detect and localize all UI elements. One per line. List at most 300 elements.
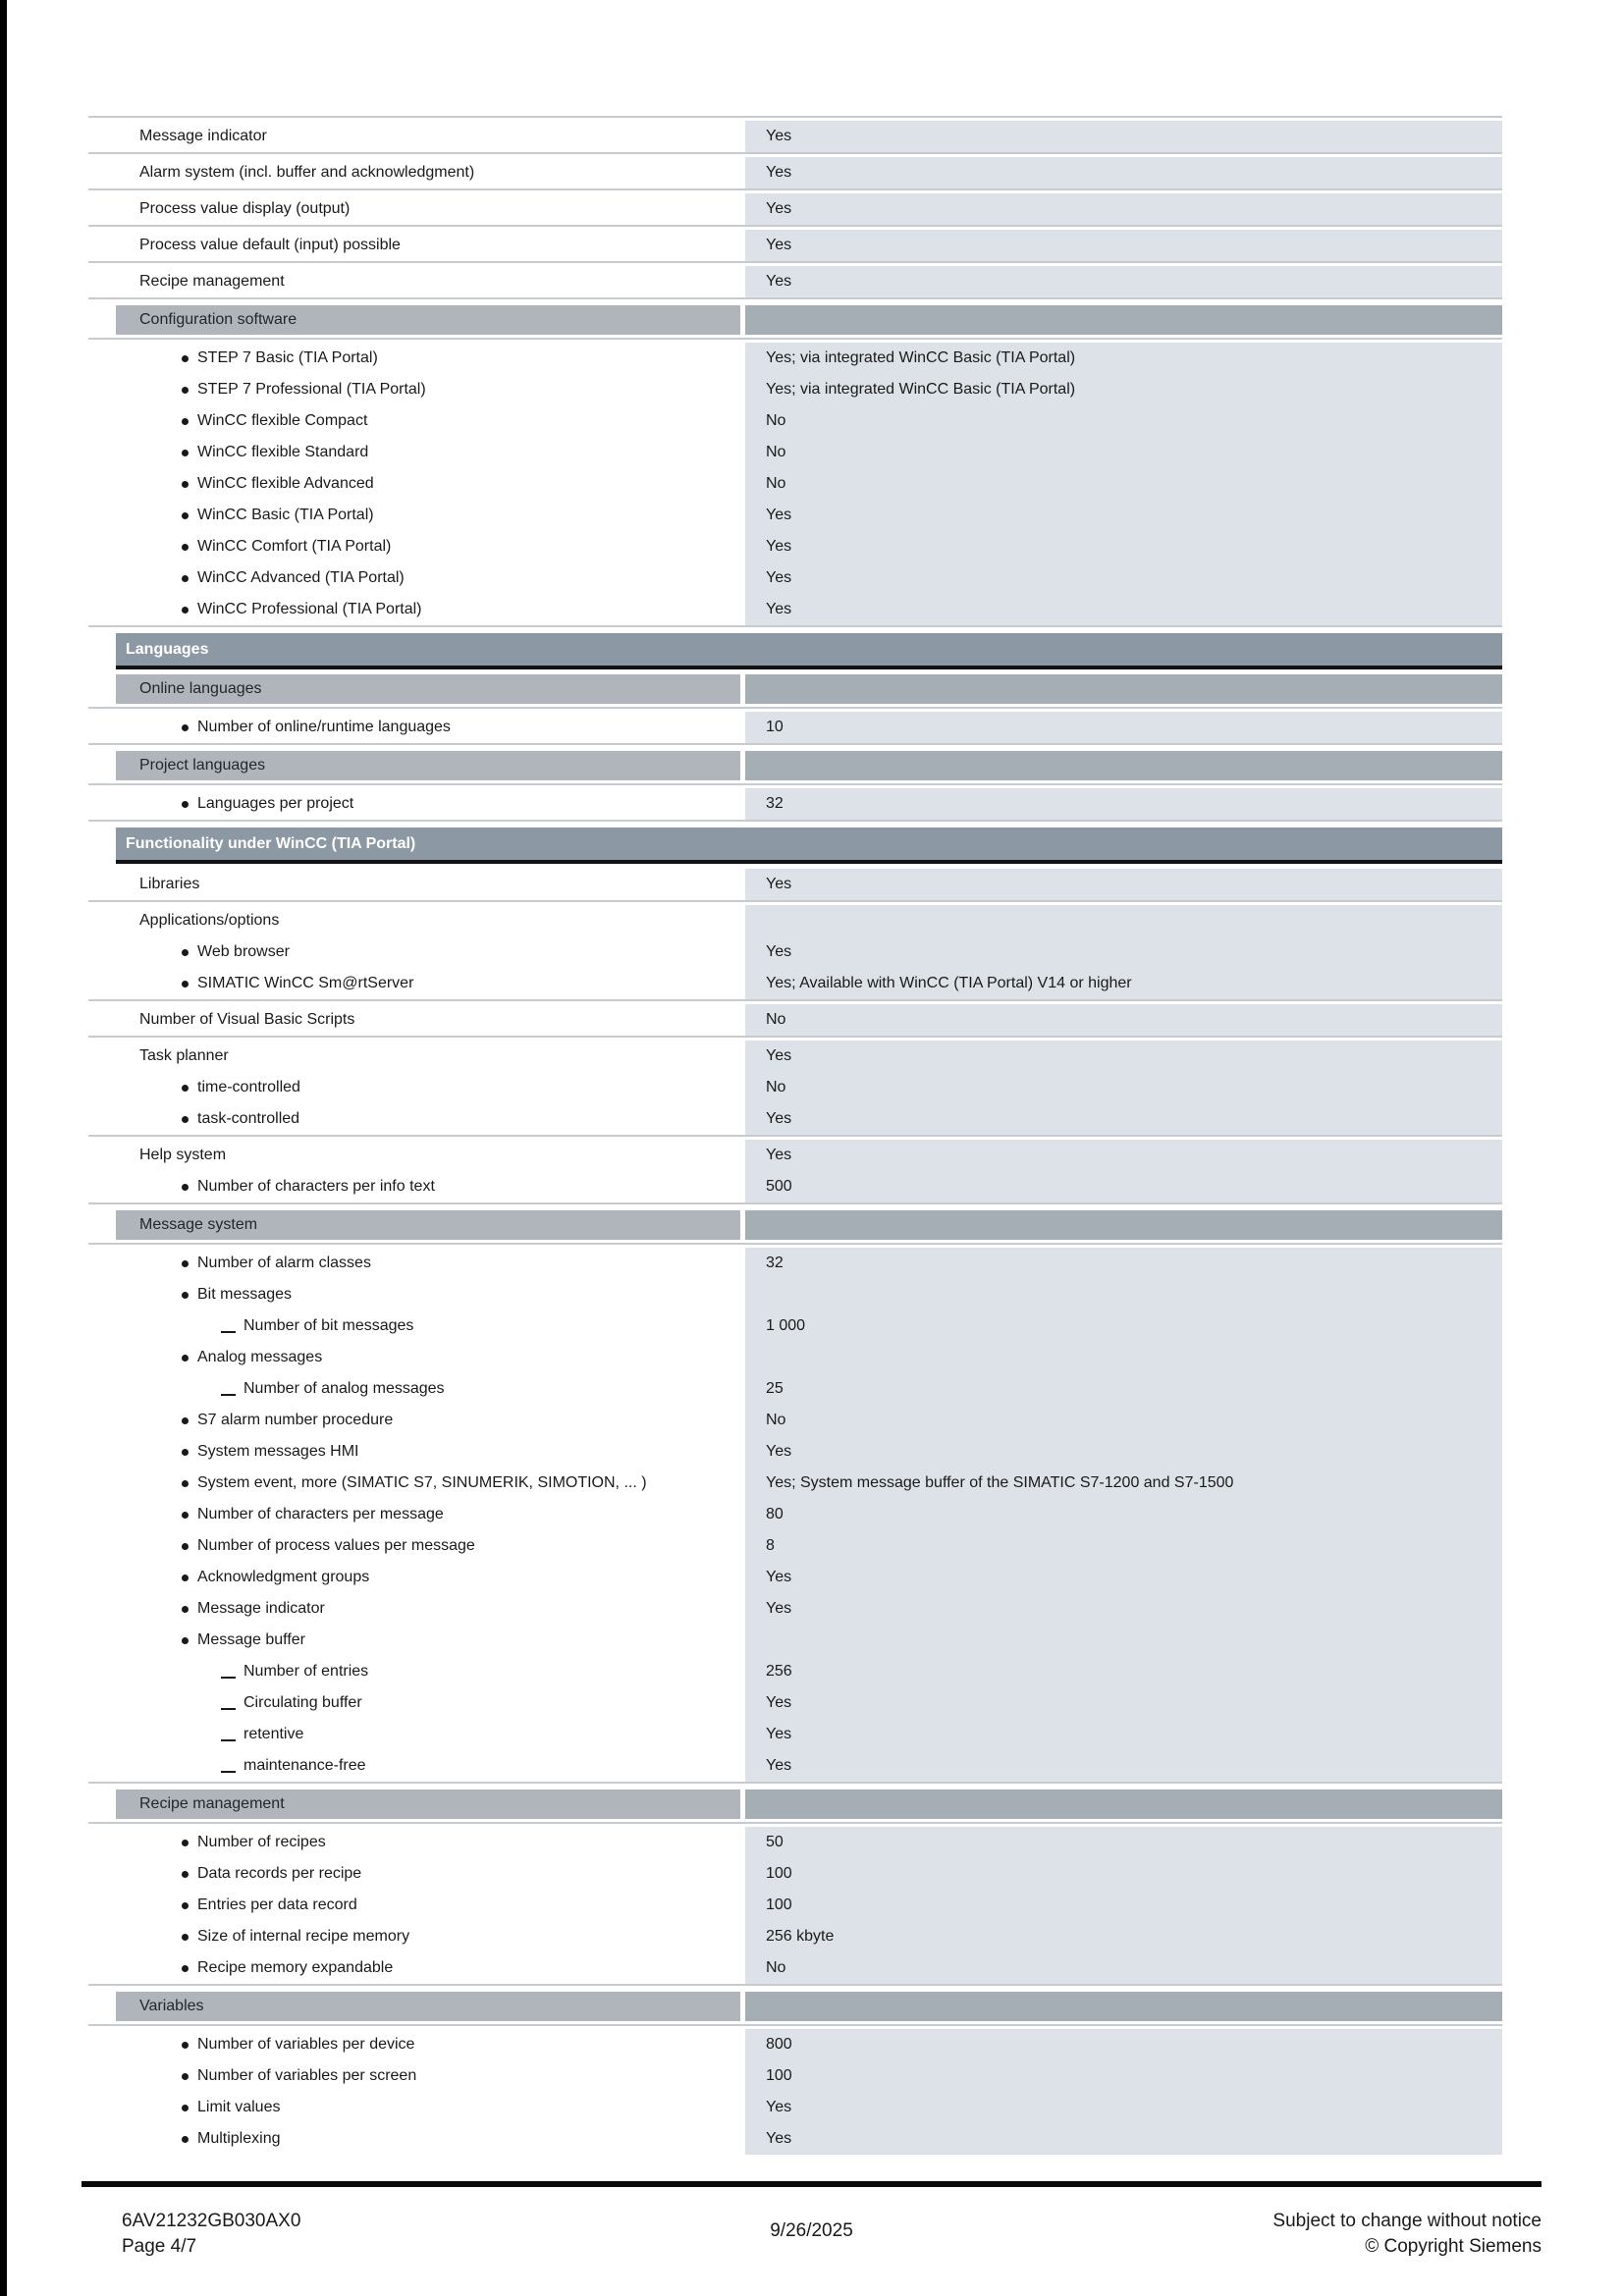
bullet-icon (182, 387, 189, 394)
property-label: SIMATIC WinCC Sm@rtServer (197, 975, 414, 991)
table-row (88, 1373, 1502, 1405)
property-value-cell: Yes (745, 1687, 1502, 1719)
property-label-cell (88, 1827, 740, 1858)
property-label: time-controlled (197, 1079, 300, 1095)
property-label: STEP 7 Professional (TIA Portal) (197, 381, 426, 398)
property-label: Libraries (139, 876, 200, 892)
property-label: WinCC flexible Standard (197, 444, 369, 460)
property-value-cell: No (745, 1004, 1502, 1036)
bullet-icon (182, 512, 189, 519)
property-label: Data records per recipe (197, 1865, 362, 1882)
property-value-cell: Yes (745, 193, 1502, 225)
table-row (88, 1719, 1502, 1750)
property-value-cell: Yes (745, 1750, 1502, 1782)
property-group (88, 230, 1502, 261)
property-label-cell (88, 1656, 740, 1687)
property-value-cell: Yes (745, 1140, 1502, 1171)
property-label: Number of online/runtime languages (197, 719, 451, 735)
property-value-cell: 25 (745, 1373, 1502, 1405)
property-value-cell: 100 (745, 2060, 1502, 2092)
table-row (88, 2060, 1502, 2092)
table-row (88, 1593, 1502, 1625)
property-label: Applications/options (139, 912, 280, 929)
property-value-cell: Yes (745, 936, 1502, 968)
property-label: Number of characters per message (197, 1506, 444, 1522)
bullet-icon (182, 1902, 189, 1909)
property-group (88, 1004, 1502, 1036)
table-row (88, 343, 1502, 374)
table-row (88, 1890, 1502, 1921)
subsection-header-label: Project languages (139, 757, 266, 774)
table-row (88, 1436, 1502, 1468)
property-label-cell (88, 1103, 740, 1135)
property-group (88, 1248, 1502, 1782)
page-number: Page 4/7 (122, 2236, 197, 2257)
subsection-header (116, 1992, 1502, 2021)
property-label-cell (88, 1436, 740, 1468)
table-row (88, 1858, 1502, 1890)
property-value-cell: Yes (745, 1436, 1502, 1468)
bullet-icon (182, 1840, 189, 1846)
subsection-header (116, 1789, 1502, 1819)
bullet-icon (182, 801, 189, 808)
table-row (88, 1171, 1502, 1202)
property-label: task-controlled (197, 1110, 300, 1127)
property-label-cell (88, 1468, 740, 1499)
property-label-cell (88, 405, 740, 437)
bullet-icon (182, 2042, 189, 2049)
property-value-cell: Yes (745, 1562, 1502, 1593)
dash-icon (221, 1677, 236, 1679)
property-label: STEP 7 Basic (TIA Portal) (197, 349, 378, 366)
table-row (88, 1004, 1502, 1036)
dash-icon (221, 1771, 236, 1773)
property-value-cell: 32 (745, 788, 1502, 820)
table-row (88, 594, 1502, 625)
table-row (88, 1499, 1502, 1530)
property-value-cell: Yes (745, 1719, 1502, 1750)
property-value-cell: 256 (745, 1656, 1502, 1687)
property-group (88, 788, 1502, 820)
property-label: Help system (139, 1147, 227, 1163)
subsection-header-right (745, 1210, 1502, 1240)
bullet-icon (182, 2073, 189, 2080)
property-label-cell (88, 500, 740, 531)
property-label-cell (88, 1562, 740, 1593)
property-value-cell: Yes (745, 266, 1502, 297)
bullet-icon (182, 544, 189, 551)
bullet-icon (182, 1543, 189, 1550)
dash-icon (221, 1739, 236, 1741)
table-row (88, 562, 1502, 594)
property-value-cell: Yes (745, 121, 1502, 152)
subsection-header-label: Configuration software (139, 311, 298, 328)
subsection-header-left (116, 1789, 740, 1819)
property-value-cell: No (745, 405, 1502, 437)
property-label: Process value default (input) possible (139, 237, 401, 253)
property-label: Number of Visual Basic Scripts (139, 1011, 355, 1028)
property-label: Bit messages (197, 1286, 293, 1303)
footer-right (1272, 2209, 1542, 2260)
property-label-cell (88, 1890, 740, 1921)
property-label-cell (88, 468, 740, 500)
bullet-icon (182, 1965, 189, 1972)
section-header (116, 633, 1502, 669)
property-value-cell: No (745, 1072, 1502, 1103)
property-label-cell (88, 1072, 740, 1103)
property-value-cell: Yes (745, 1103, 1502, 1135)
dash-icon (221, 1331, 236, 1333)
subsection-header-left (116, 674, 740, 704)
property-group (88, 712, 1502, 743)
property-label-cell (88, 193, 740, 225)
bullet-icon (182, 1512, 189, 1519)
table-row (88, 1562, 1502, 1593)
table-row (88, 1279, 1502, 1310)
section-header-label: Languages (126, 640, 209, 658)
table-row (88, 468, 1502, 500)
property-label: S7 alarm number procedure (197, 1412, 394, 1428)
subsection-header-left (116, 1210, 740, 1240)
table-row (88, 936, 1502, 968)
property-label-cell (88, 869, 740, 900)
property-group (88, 157, 1502, 188)
property-label: Recipe management (139, 273, 285, 290)
property-group (88, 266, 1502, 297)
property-label: Size of internal recipe memory (197, 1928, 410, 1945)
property-label-cell (88, 1719, 740, 1750)
property-value-cell: No (745, 437, 1502, 468)
page-left-edge (0, 0, 7, 2296)
property-value-cell: Yes (745, 230, 1502, 261)
table-row (88, 1952, 1502, 1984)
property-group (88, 1827, 1502, 1984)
property-label-cell (88, 1499, 740, 1530)
property-group (88, 905, 1502, 999)
row-divider (88, 625, 1502, 630)
table-row (88, 437, 1502, 468)
property-label-cell (88, 1858, 740, 1890)
property-label-cell (88, 437, 740, 468)
property-value-cell: 80 (745, 1499, 1502, 1530)
property-value-cell: Yes; via integrated WinCC Basic (TIA Portal) (745, 343, 1502, 374)
bullet-icon (182, 450, 189, 456)
section-header-label: Functionality under WinCC (TIA Portal) (126, 834, 416, 852)
property-value-cell: 50 (745, 1827, 1502, 1858)
property-label-cell (88, 157, 740, 188)
subsection-header (116, 305, 1502, 335)
property-value-cell: Yes (745, 562, 1502, 594)
property-label-cell (88, 1625, 740, 1656)
property-label-cell (88, 562, 740, 594)
row-divider (88, 743, 1502, 748)
property-label: Process value display (output) (139, 200, 351, 217)
property-label: Web browser (197, 943, 290, 960)
bullet-icon (182, 1085, 189, 1092)
table-row (88, 374, 1502, 405)
dash-icon (221, 1708, 236, 1710)
subsection-header-left (116, 751, 740, 780)
row-divider (88, 297, 1502, 302)
property-label-cell (88, 343, 740, 374)
property-value-cell: Yes; via integrated WinCC Basic (TIA Portal) (745, 374, 1502, 405)
property-label: Acknowledgment groups (197, 1569, 370, 1585)
bullet-icon (182, 1575, 189, 1581)
property-label: Task planner (139, 1047, 229, 1064)
property-value-cell: 256 kbyte (745, 1921, 1502, 1952)
property-label-cell (88, 121, 740, 152)
property-value-cell: 100 (745, 1890, 1502, 1921)
subsection-header-left (116, 305, 740, 335)
bullet-icon (182, 1480, 189, 1487)
property-label: Limit values (197, 2099, 281, 2115)
property-label-cell (88, 788, 740, 820)
table-row (88, 869, 1502, 900)
property-label-cell (88, 936, 740, 968)
property-label: Number of variables per device (197, 2036, 415, 2053)
bullet-icon (182, 575, 189, 582)
property-label: WinCC flexible Advanced (197, 475, 374, 492)
property-label-cell (88, 594, 740, 625)
property-value-cell: Yes (745, 531, 1502, 562)
copyright: © Copyright Siemens (1365, 2236, 1542, 2257)
property-value-cell (745, 1625, 1502, 1656)
property-label: Alarm system (incl. buffer and acknowledgment) (139, 164, 475, 181)
table-row (88, 1530, 1502, 1562)
property-label: retentive (243, 1726, 304, 1742)
subsection-header-right (745, 751, 1502, 780)
row-divider (88, 1782, 1502, 1787)
bullet-icon (182, 1449, 189, 1456)
property-label: Number of alarm classes (197, 1255, 371, 1271)
property-label: WinCC Basic (TIA Portal) (197, 507, 374, 523)
property-label-cell (88, 1952, 740, 1984)
property-label: Number of variables per screen (197, 2067, 417, 2084)
bullet-icon (182, 481, 189, 488)
table-row (88, 157, 1502, 188)
bullet-icon (182, 1260, 189, 1267)
article-number: 6AV21232GB030AX0 (122, 2211, 301, 2231)
property-label: Entries per data record (197, 1896, 357, 1913)
property-label: Number of analog messages (243, 1380, 445, 1397)
property-value-cell (745, 905, 1502, 936)
property-value-cell: Yes (745, 869, 1502, 900)
subsection-header (116, 674, 1502, 704)
table-row (88, 1342, 1502, 1373)
property-group (88, 2029, 1502, 2155)
table-row (88, 266, 1502, 297)
property-value-cell: Yes (745, 2123, 1502, 2155)
table-row (88, 1310, 1502, 1342)
change-notice: Subject to change without notice (1272, 2211, 1542, 2231)
subsection-header-right (745, 674, 1502, 704)
bullet-icon (182, 418, 189, 425)
property-label-cell (88, 1687, 740, 1719)
property-label: Languages per project (197, 795, 354, 812)
property-value-cell: No (745, 1952, 1502, 1984)
property-label: Number of bit messages (243, 1317, 414, 1334)
property-label: Number of characters per info text (197, 1178, 435, 1195)
table-row (88, 1827, 1502, 1858)
property-label-cell (88, 1041, 740, 1072)
bullet-icon (182, 1292, 189, 1299)
table-row (88, 405, 1502, 437)
property-value-cell: Yes (745, 500, 1502, 531)
section-header (116, 828, 1502, 864)
property-value-cell: Yes (745, 1041, 1502, 1072)
spec-table (88, 116, 1502, 2155)
property-label-cell (88, 2092, 740, 2123)
property-label-cell (88, 2060, 740, 2092)
property-value-cell (745, 1279, 1502, 1310)
property-label-cell (88, 266, 740, 297)
table-row (88, 2029, 1502, 2060)
subsection-header-right (745, 1992, 1502, 2021)
property-label-cell (88, 712, 740, 743)
property-label-cell (88, 1593, 740, 1625)
property-value-cell: 1 000 (745, 1310, 1502, 1342)
table-row (88, 1248, 1502, 1279)
table-row (88, 2092, 1502, 2123)
property-label: Number of recipes (197, 1834, 326, 1850)
bullet-icon (182, 1116, 189, 1123)
property-label: Circulating buffer (243, 1694, 362, 1711)
bullet-icon (182, 724, 189, 731)
property-label-cell (88, 1342, 740, 1373)
property-group (88, 1140, 1502, 1202)
property-label-cell (88, 374, 740, 405)
property-label: Message buffer (197, 1631, 305, 1648)
subsection-header-label: Variables (139, 1998, 204, 2014)
property-label-cell (88, 905, 740, 936)
property-label: WinCC flexible Compact (197, 412, 368, 429)
dash-icon (221, 1394, 236, 1396)
property-value-cell: No (745, 468, 1502, 500)
bullet-icon (182, 1355, 189, 1362)
table-row (88, 1921, 1502, 1952)
table-row (88, 193, 1502, 225)
property-label-cell (88, 230, 740, 261)
bullet-icon (182, 949, 189, 956)
property-label-cell (88, 1530, 740, 1562)
property-value-cell: Yes; Available with WinCC (TIA Portal) V14 or higher (745, 968, 1502, 999)
property-group (88, 1041, 1502, 1135)
property-value-cell: 8 (745, 1530, 1502, 1562)
subsection-header-right (745, 305, 1502, 335)
table-row (88, 1041, 1502, 1072)
table-row (88, 1103, 1502, 1135)
table-row (88, 1140, 1502, 1171)
property-label-cell (88, 968, 740, 999)
property-group (88, 193, 1502, 225)
subsection-header (116, 1210, 1502, 1240)
property-label-cell (88, 1310, 740, 1342)
footer-divider (81, 2181, 1542, 2187)
property-label: WinCC Comfort (TIA Portal) (197, 538, 392, 555)
property-label-cell (88, 2029, 740, 2060)
property-label: Analog messages (197, 1349, 323, 1365)
property-label-cell (88, 1279, 740, 1310)
property-label: System messages HMI (197, 1443, 359, 1460)
bullet-icon (182, 1637, 189, 1644)
table-row (88, 968, 1502, 999)
row-divider (88, 820, 1502, 825)
table-row (88, 531, 1502, 562)
property-label-cell (88, 1171, 740, 1202)
table-row (88, 1656, 1502, 1687)
table-row (88, 1072, 1502, 1103)
property-label-cell (88, 1750, 740, 1782)
table-row (88, 788, 1502, 820)
bullet-icon (182, 355, 189, 362)
property-label-cell (88, 1373, 740, 1405)
table-row (88, 1687, 1502, 1719)
subsection-header-left (116, 1992, 740, 2021)
property-value-cell: Yes; System message buffer of the SIMATIC S7-1200 and S7-1500 (745, 1468, 1502, 1499)
property-value-cell (745, 1342, 1502, 1373)
row-divider (88, 1202, 1502, 1207)
property-label-cell (88, 1140, 740, 1171)
table-row (88, 121, 1502, 152)
subsection-header-label: Recipe management (139, 1795, 285, 1812)
property-label: Recipe memory expandable (197, 1959, 394, 1976)
bullet-icon (182, 607, 189, 614)
table-row (88, 500, 1502, 531)
property-label-cell (88, 1405, 740, 1436)
property-label: WinCC Professional (TIA Portal) (197, 601, 422, 617)
property-label-cell (88, 2123, 740, 2155)
table-row (88, 712, 1502, 743)
subsection-header-label: Message system (139, 1216, 258, 1233)
property-value-cell: Yes (745, 594, 1502, 625)
property-value-cell: 100 (745, 1858, 1502, 1890)
property-value-cell: 800 (745, 2029, 1502, 2060)
subsection-header-right (745, 1789, 1502, 1819)
property-label: Number of entries (243, 1663, 369, 1680)
property-value-cell: Yes (745, 2092, 1502, 2123)
property-group (88, 121, 1502, 152)
property-group (88, 343, 1502, 625)
bullet-icon (182, 1871, 189, 1878)
bullet-icon (182, 1417, 189, 1424)
table-row (88, 1405, 1502, 1436)
footer-date: 9/26/2025 (770, 2220, 853, 2241)
bullet-icon (182, 2136, 189, 2143)
table-row (88, 230, 1502, 261)
property-label: WinCC Advanced (TIA Portal) (197, 569, 405, 586)
bullet-icon (182, 2105, 189, 2111)
property-value-cell: No (745, 1405, 1502, 1436)
property-value-cell: 500 (745, 1171, 1502, 1202)
property-value-cell: Yes (745, 157, 1502, 188)
bullet-icon (182, 1606, 189, 1613)
property-label: System event, more (SIMATIC S7, SINUMERIK, SIMOTION, ... ) (197, 1474, 647, 1491)
bullet-icon (182, 1934, 189, 1941)
property-label: Number of process values per message (197, 1537, 475, 1554)
property-value-cell: Yes (745, 1593, 1502, 1625)
table-row (88, 1468, 1502, 1499)
property-label-cell (88, 1921, 740, 1952)
row-divider (88, 1984, 1502, 1989)
property-value-cell: 10 (745, 712, 1502, 743)
table-row (88, 905, 1502, 936)
subsection-header (116, 751, 1502, 780)
property-label: maintenance-free (243, 1757, 366, 1774)
property-label: Message indicator (197, 1600, 325, 1617)
property-label: Message indicator (139, 128, 267, 144)
table-row (88, 1625, 1502, 1656)
property-value-cell: 32 (745, 1248, 1502, 1279)
